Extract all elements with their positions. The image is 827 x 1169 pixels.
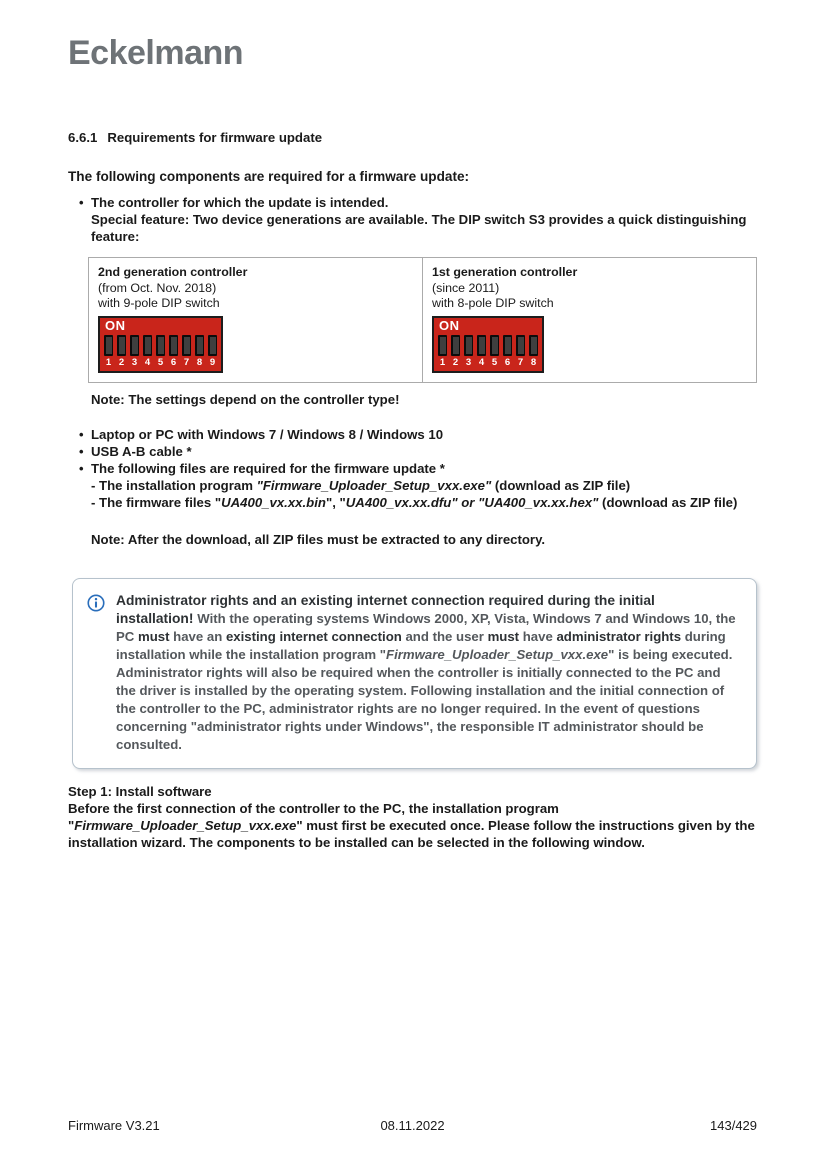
dip-slider — [132, 337, 138, 354]
dip-slot — [117, 335, 126, 356]
dip-pole — [104, 335, 113, 368]
note-controller-type: Note: The settings depend on the controller type! — [91, 391, 400, 407]
dip-slider — [106, 337, 112, 354]
note-zip-extract: Note: After the download, all ZIP files must be extracted to any directory. — [91, 531, 546, 547]
dip-switch-8pole-image — [432, 316, 544, 373]
dip-slider — [492, 337, 498, 354]
step1-block — [68, 783, 760, 851]
footer-date: 08.11.2022 — [380, 1118, 445, 1133]
dip-pole-number: 7 — [517, 356, 524, 368]
table-cell-1st-generation — [422, 258, 756, 382]
dip-pole — [477, 335, 486, 368]
info-icon — [87, 592, 105, 754]
dip-pole — [490, 335, 499, 368]
dip-slot — [208, 335, 217, 356]
dip-pole — [464, 335, 473, 368]
dip-pole-number: 3 — [131, 356, 138, 368]
dip-pole — [143, 335, 152, 368]
dip-slot — [104, 335, 113, 356]
dip-pole — [117, 335, 126, 368]
bullet-icon: • — [79, 460, 84, 476]
bullet-laptop: • Laptop or PC with Windows 7 / Windows 8 / Windows 10 — [79, 426, 444, 442]
dip-slot — [156, 335, 165, 356]
dip-slot — [464, 335, 473, 356]
dip-slot — [503, 335, 512, 356]
cell-subtitle-date: (since 2011) — [432, 280, 500, 295]
bullet-icon: • — [79, 443, 84, 459]
bullet-files-firmware: - The firmware files "UA400_vx.xx.bin", "UA400_vx.xx.dfu" or "UA400_vx.xx.hex" (download as ZIP file) — [91, 494, 738, 510]
dip-pole — [130, 335, 139, 368]
bullet-icon: • — [79, 426, 84, 442]
dip-pole-number: 6 — [504, 356, 511, 368]
requirements-list — [68, 426, 760, 511]
dip-slot — [143, 335, 152, 356]
cell-subtitle-switch: with 9-pole DIP switch — [98, 296, 220, 310]
footer-firmware-version: Firmware V3.21 — [68, 1118, 160, 1133]
bullet-files-line1: The following files are required for the firmware update * — [91, 460, 445, 476]
dip-slot — [477, 335, 486, 356]
dip-slider — [466, 337, 472, 354]
section-title: Requirements for firmware update — [107, 130, 323, 145]
admin-rights-notice-text: Administrator rights and an existing internet connection required during the initial installation! With the operating systems Windows 2000, XP, Vista, Windows 7 and Windows 10, the PC must have an existing internet connection and the user must have administrator rights during installation while the installation program "Firmware_Uploader_Setup_vxx.exe" is being executed. Administrator rights will also be required when the controller is initially connected to the PC and the driver is installed by the operating system. Following installation and the initial connection of the controller to the PC, administrator rights are no longer required. In the event of questions concerning "administrator rights under Windows", the responsible IT administrator should be consulted. — [116, 592, 736, 752]
dip-pole — [182, 335, 191, 368]
dip-poles — [438, 335, 538, 368]
dip-pole — [503, 335, 512, 368]
dip-slot — [516, 335, 525, 356]
dip-pole-number: 5 — [491, 356, 498, 368]
dip-slider — [184, 337, 190, 354]
dip-pole-number: 2 — [118, 356, 125, 368]
dip-slider — [453, 337, 459, 354]
bullet-controller — [68, 194, 760, 245]
section-heading — [68, 129, 760, 146]
dip-pole — [529, 335, 538, 368]
dip-pole — [156, 335, 165, 368]
dip-pole — [195, 335, 204, 368]
dip-pole-number: 1 — [439, 356, 446, 368]
dip-on-label: ON — [439, 317, 460, 333]
dip-pole-number: 8 — [530, 356, 537, 368]
dip-slider — [531, 337, 537, 354]
step1-text: Before the first connection of the controller to the PC, the installation program "Firmware_Uploader_Setup_vxx.exe" must first be executed once. Please follow the instructions given by the installation wizard. The components to be installed can be selected in the following window. — [68, 800, 755, 850]
step1-title: Step 1: Install software — [68, 783, 212, 799]
dip-on-label: ON — [105, 317, 126, 333]
dip-slider — [145, 337, 151, 354]
dip-slot — [529, 335, 538, 356]
dip-pole-number: 6 — [170, 356, 177, 368]
dip-slot — [182, 335, 191, 356]
controller-generation-table — [88, 257, 757, 383]
dip-slot — [490, 335, 499, 356]
company-logo: Eckelmann — [68, 34, 244, 72]
page-footer — [68, 1118, 757, 1133]
dip-slot — [195, 335, 204, 356]
dip-slider — [505, 337, 511, 354]
dip-slot — [169, 335, 178, 356]
dip-pole-number: 4 — [144, 356, 151, 368]
dip-switch-9pole-image — [98, 316, 223, 373]
dip-slider — [479, 337, 485, 354]
admin-rights-notice-box — [72, 578, 757, 769]
bullet-files-installer: - The installation program "Firmware_Uploader_Setup_vxx.exe" (download as ZIP file) — [91, 477, 631, 493]
cell-title: 1st generation controller — [432, 265, 578, 279]
cell-title: 2nd generation controller — [98, 265, 248, 279]
dip-slider — [197, 337, 203, 354]
bullet-controller-line1: The controller for which the update is intended. — [91, 195, 389, 210]
dip-slider — [171, 337, 177, 354]
intro-line: The following components are required for a firmware update: — [68, 169, 470, 184]
dip-pole — [208, 335, 217, 368]
dip-slot — [438, 335, 447, 356]
dip-pole-number: 2 — [452, 356, 459, 368]
dip-slider — [210, 337, 216, 354]
table-cell-2nd-generation — [89, 258, 422, 382]
dip-pole-number: 5 — [157, 356, 164, 368]
dip-slider — [518, 337, 524, 354]
dip-pole — [438, 335, 447, 368]
dip-pole-number: 3 — [465, 356, 472, 368]
dip-slider — [158, 337, 164, 354]
dip-pole — [516, 335, 525, 368]
dip-pole-number: 9 — [209, 356, 216, 368]
bullet-files — [68, 460, 760, 511]
dip-slot — [130, 335, 139, 356]
dip-pole-number: 1 — [105, 356, 112, 368]
bullet-icon: • — [79, 195, 84, 210]
dip-pole-number: 8 — [196, 356, 203, 368]
dip-slot — [451, 335, 460, 356]
dip-pole-number: 7 — [183, 356, 190, 368]
dip-pole-number: 4 — [478, 356, 485, 368]
dip-slider — [119, 337, 125, 354]
dip-slider — [440, 337, 446, 354]
section-number: 6.6.1 — [68, 130, 98, 145]
cell-subtitle-date: (from Oct. Nov. 2018) — [98, 280, 217, 295]
footer-page-number: 143/429 — [710, 1118, 758, 1133]
bullet-usb-cable: • USB A-B cable * — [79, 443, 192, 459]
bullet-controller-line2: Special feature: Two device generations are available. The DIP switch S3 provides a quick distinguishing feature: — [91, 212, 747, 244]
dip-pole — [169, 335, 178, 368]
dip-pole — [451, 335, 460, 368]
cell-subtitle-switch: with 8-pole DIP switch — [432, 296, 554, 310]
dip-poles — [104, 335, 217, 368]
